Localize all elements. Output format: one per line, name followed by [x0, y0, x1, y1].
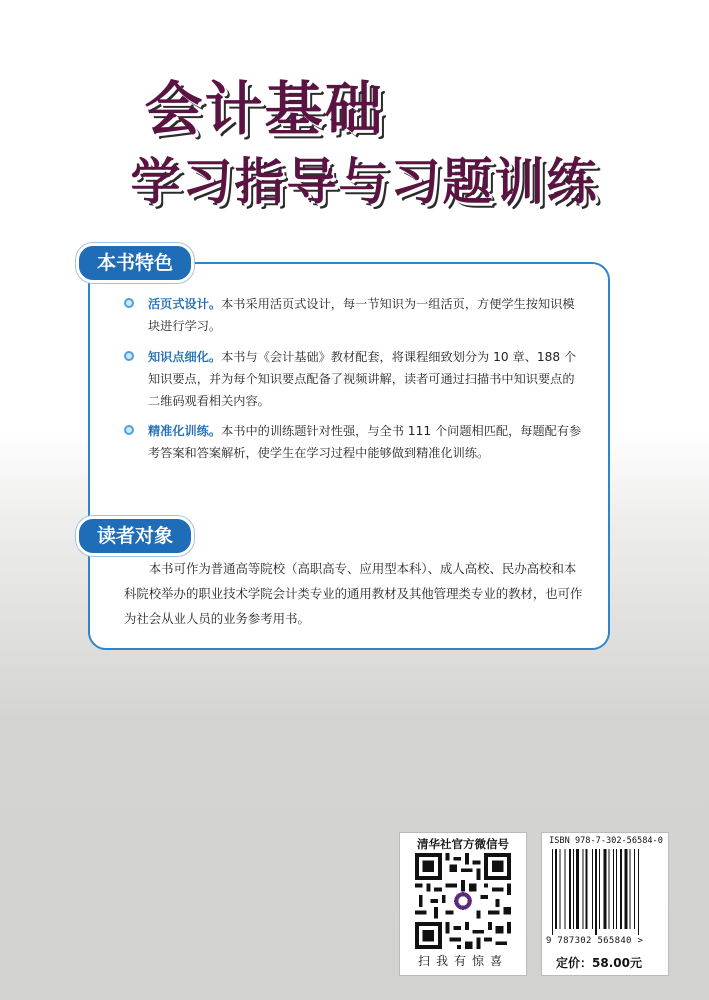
- wechat-qr-card: [399, 832, 527, 976]
- features-heading: 本书特色: [76, 243, 194, 283]
- bullet-icon: [124, 425, 134, 435]
- feature-body: 本书中的训练题针对性强，与全书 111 个问题相匹配，每题配有参考答案和答案解析，使学生在学习过程中能够做到精准化训练。: [148, 424, 582, 460]
- feature-body: 本书采用活页式设计，每一节知识为一组活页，方便学生按知识模块进行学习。: [148, 297, 575, 333]
- feature-head: 活页式设计。: [148, 297, 222, 311]
- feature-head: 知识点细化。: [148, 350, 222, 364]
- feature-item: [124, 420, 584, 464]
- bullet-icon: [124, 298, 134, 308]
- readers-heading: 读者对象: [76, 516, 194, 556]
- price-label: 定价：58.00元: [556, 956, 642, 970]
- feature-item: [124, 293, 584, 337]
- qr-caption: 扫我有惊喜: [417, 954, 508, 968]
- isbn-card: [541, 832, 669, 976]
- qr-title: 清华社官方微信号: [417, 837, 509, 851]
- feature-item: [124, 346, 584, 412]
- readers-body: 本书可作为普通高等院校（高职高专、应用型本科）、成人高校、民办高校和本科院校举办的职业技术学院会计类专业的通用教材及其他管理类专业的教材，也可作为社会从业人员的业务参考用书。: [124, 561, 583, 626]
- bullet-icon: [124, 351, 134, 361]
- feature-head: 精准化训练。: [148, 424, 222, 438]
- isbn-code: ISBN 978-7-302-56584-0: [549, 836, 663, 846]
- barcode-digits: 9 787302 565840 >: [546, 936, 644, 946]
- book-title-line2: 学习指导与习题训练: [130, 153, 599, 211]
- book-title-line1: 会计基础: [144, 75, 385, 143]
- feature-body: 本书与《会计基础》教材配套，将课程细致划分为 10 章、188 个知识要点，并为每个知识要点配备了视频讲解，读者可通过扫描书中知识要点的二维码观看相关内容。: [148, 350, 577, 408]
- barcode-icon: [550, 849, 662, 935]
- qr-code-icon: [415, 853, 511, 949]
